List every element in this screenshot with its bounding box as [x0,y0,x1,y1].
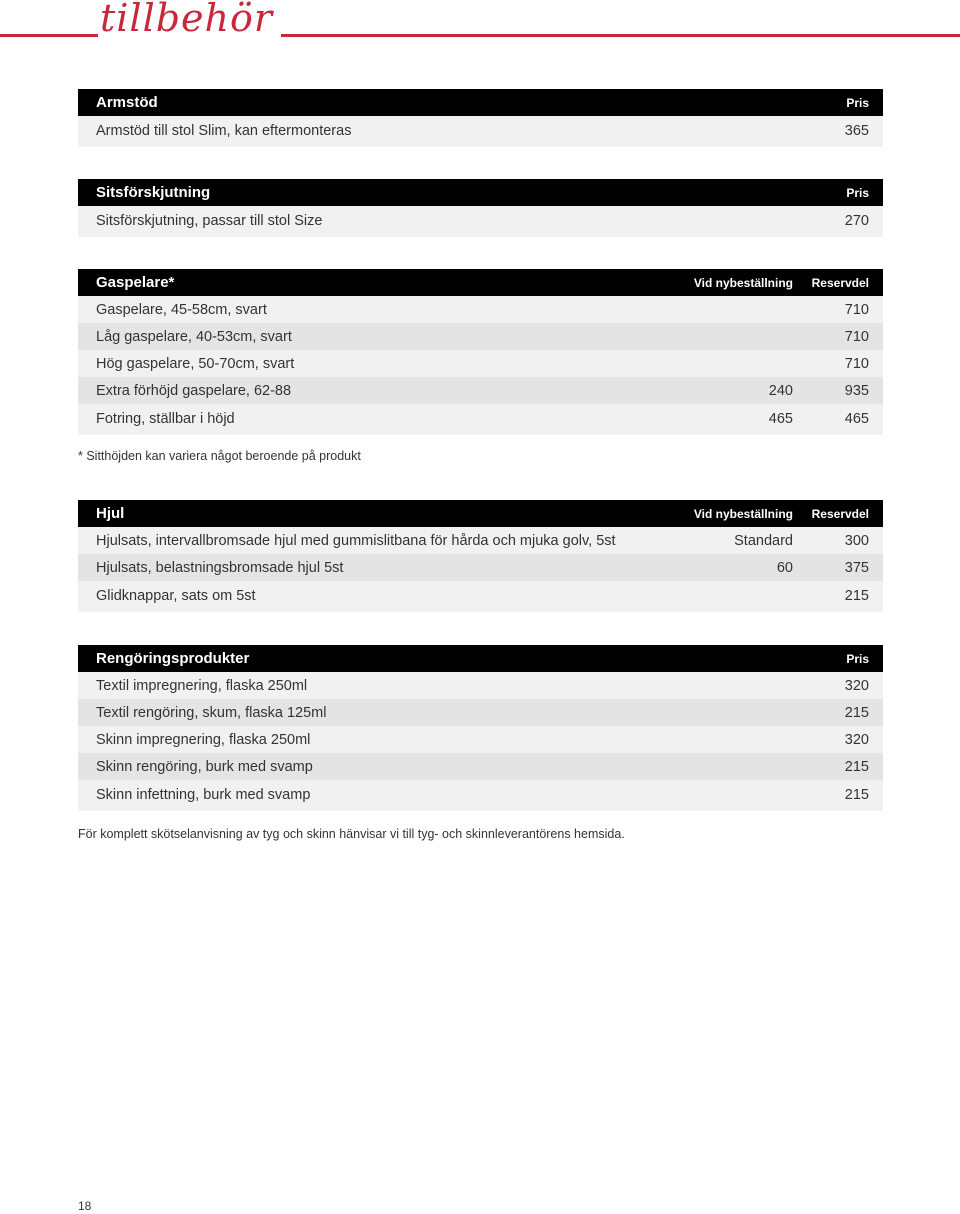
section-header [78,269,883,296]
item-price: 320 [844,677,869,694]
table-row [78,404,883,435]
section-title: Sitsförskjutning [96,184,211,201]
section-gaspelare [78,269,883,435]
item-name: Gaspelare, 45-58cm, svart [96,301,267,318]
item-name: Fotring, ställbar i höjd [96,410,235,427]
item-new-price: 465 [768,410,793,427]
col-head-pris: Pris [846,95,869,110]
item-spare-price: 215 [844,587,869,604]
item-name: Textil rengöring, skum, flaska 125ml [96,704,327,721]
table-row [78,672,883,699]
item-new-price: 60 [776,559,793,576]
item-new-price: Standard [734,532,793,549]
section-title: Armstöd [96,94,158,111]
section-header [78,89,883,116]
item-price: 215 [844,786,869,803]
logo-tillbehor: tillbehör [98,0,281,40]
item-spare-price: 375 [844,559,869,576]
section-header [78,500,883,527]
section-rengoringsprodukter [78,645,883,811]
item-new-price: 240 [768,382,793,399]
section-hjul [78,500,883,612]
item-spare-price: 300 [844,532,869,549]
col-head-pris: Pris [846,651,869,666]
table-row [78,296,883,323]
item-name: Armstöd till stol Slim, kan eftermonteras [96,122,352,139]
footnote-skotselanvisning: För komplett skötselanvisning av tyg och skinn hänvisar vi till tyg- och skinnleverantörens hemsida. [78,827,625,841]
table-row [78,699,883,726]
item-name: Extra förhöjd gaspelare, 62-88 [96,382,292,399]
table-row [78,323,883,350]
table-row [78,116,883,147]
item-name: Låg gaspelare, 40-53cm, svart [96,328,292,345]
item-name: Hjulsats, intervallbromsade hjul med gummislitbana för hårda och mjuka golv, 5st [96,532,616,549]
page-number: 18 [78,1199,92,1213]
item-spare-price: 710 [844,355,869,372]
item-spare-price: 710 [844,301,869,318]
item-name: Skinn infettning, burk med svamp [96,786,311,803]
item-price: 215 [844,704,869,721]
item-name: Glidknappar, sats om 5st [96,587,256,604]
section-title: Hjul [96,505,125,522]
item-name: Hög gaspelare, 50-70cm, svart [96,355,295,372]
table-row [78,350,883,377]
item-spare-price: 935 [844,382,869,399]
table-row [78,726,883,753]
col-head-nybestallning: Vid nybeställning [693,506,793,521]
section-title: Gaspelare* [96,274,175,291]
section-title: Rengöringsprodukter [96,650,250,667]
item-price: 365 [844,122,869,139]
item-name: Skinn rengöring, burk med svamp [96,758,313,775]
item-spare-price: 710 [844,328,869,345]
item-name: Skinn impregnering, flaska 250ml [96,731,311,748]
item-price: 320 [844,731,869,748]
item-name: Hjulsats, belastningsbromsade hjul 5st [96,559,344,576]
col-head-reservdel: Reservdel [811,506,869,521]
footnote-sitthojd: * Sitthöjden kan variera något beroende på produkt [78,449,361,463]
item-spare-price: 465 [844,410,869,427]
item-price: 215 [844,758,869,775]
item-price: 270 [844,212,869,229]
section-sitsforskjutning [78,179,883,237]
table-row [78,527,883,554]
item-name: Sitsförskjutning, passar till stol Size [96,212,323,229]
col-head-nybestallning: Vid nybeställning [693,275,793,290]
col-head-pris: Pris [846,185,869,200]
table-row [78,206,883,237]
col-head-reservdel: Reservdel [811,275,869,290]
section-armstod [78,89,883,147]
item-name: Textil impregnering, flaska 250ml [96,677,308,694]
section-header [78,645,883,672]
section-header [78,179,883,206]
table-row [78,581,883,612]
table-row [78,377,883,404]
table-row [78,753,883,780]
table-row [78,554,883,581]
table-row [78,780,883,811]
